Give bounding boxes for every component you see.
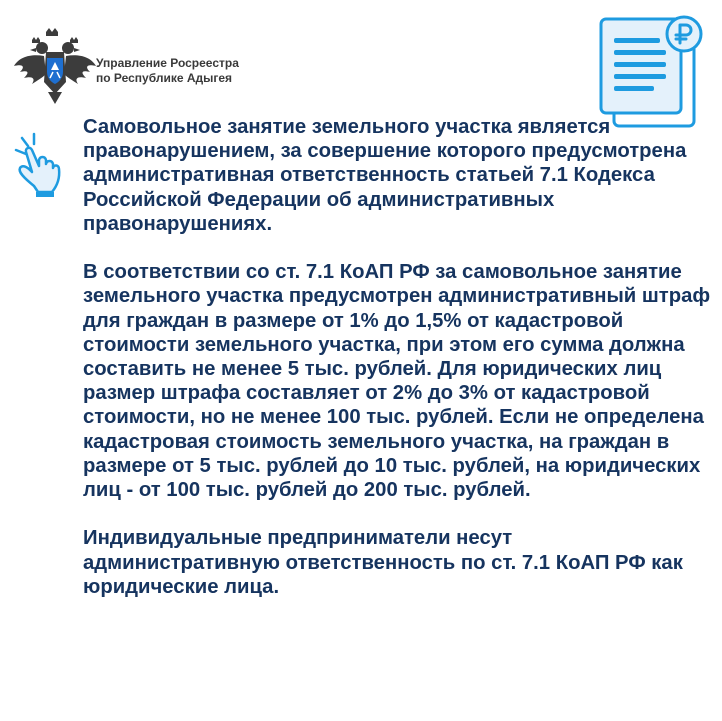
main-text (83, 115, 713, 599)
org-name-line2: по Республике Адыгея (96, 71, 233, 85)
paragraph-fines: В соответствии со ст. 7.1 КоАП РФ за самовольное занятие земельного участка предусмотрен административный штраф для граждан в размере от 1% до 1,5% от кадастровой стоимости земельного участка, при этом его сумма должна составить не менее 5 тыс. рублей. Для юридических лиц размер штрафа составляет от 2% до 3% от кадастровой стоимости, но не менее 100 тыс. рублей. Если не определена кадастровая стоимость земельного участка, на граждан в размере от 5 тыс. рублей до 10 тыс. рублей, на юридических лиц - от 100 тыс. рублей до 200 тыс. рублей. (83, 261, 711, 502)
org-name-line1: Управление Росреестра (96, 56, 239, 70)
paragraph-entrepreneurs: Индивидуальные предприниматели несут административную ответственность по ст. 7.1 КоАП РФ как юридические лица. (83, 527, 683, 598)
paragraph-offense: Самовольное занятие земельного участка является правонарушением, за совершение которого предусмотрена административная ответственность статьей 7.1 Кодекса Российской Федерации об административных правонарушениях. (83, 116, 687, 235)
coat-of-arms-icon (12, 26, 98, 108)
pointing-hand-icon (12, 132, 68, 198)
document-ruble-icon (596, 12, 708, 130)
header-logo (12, 26, 262, 108)
org-name (96, 56, 239, 86)
